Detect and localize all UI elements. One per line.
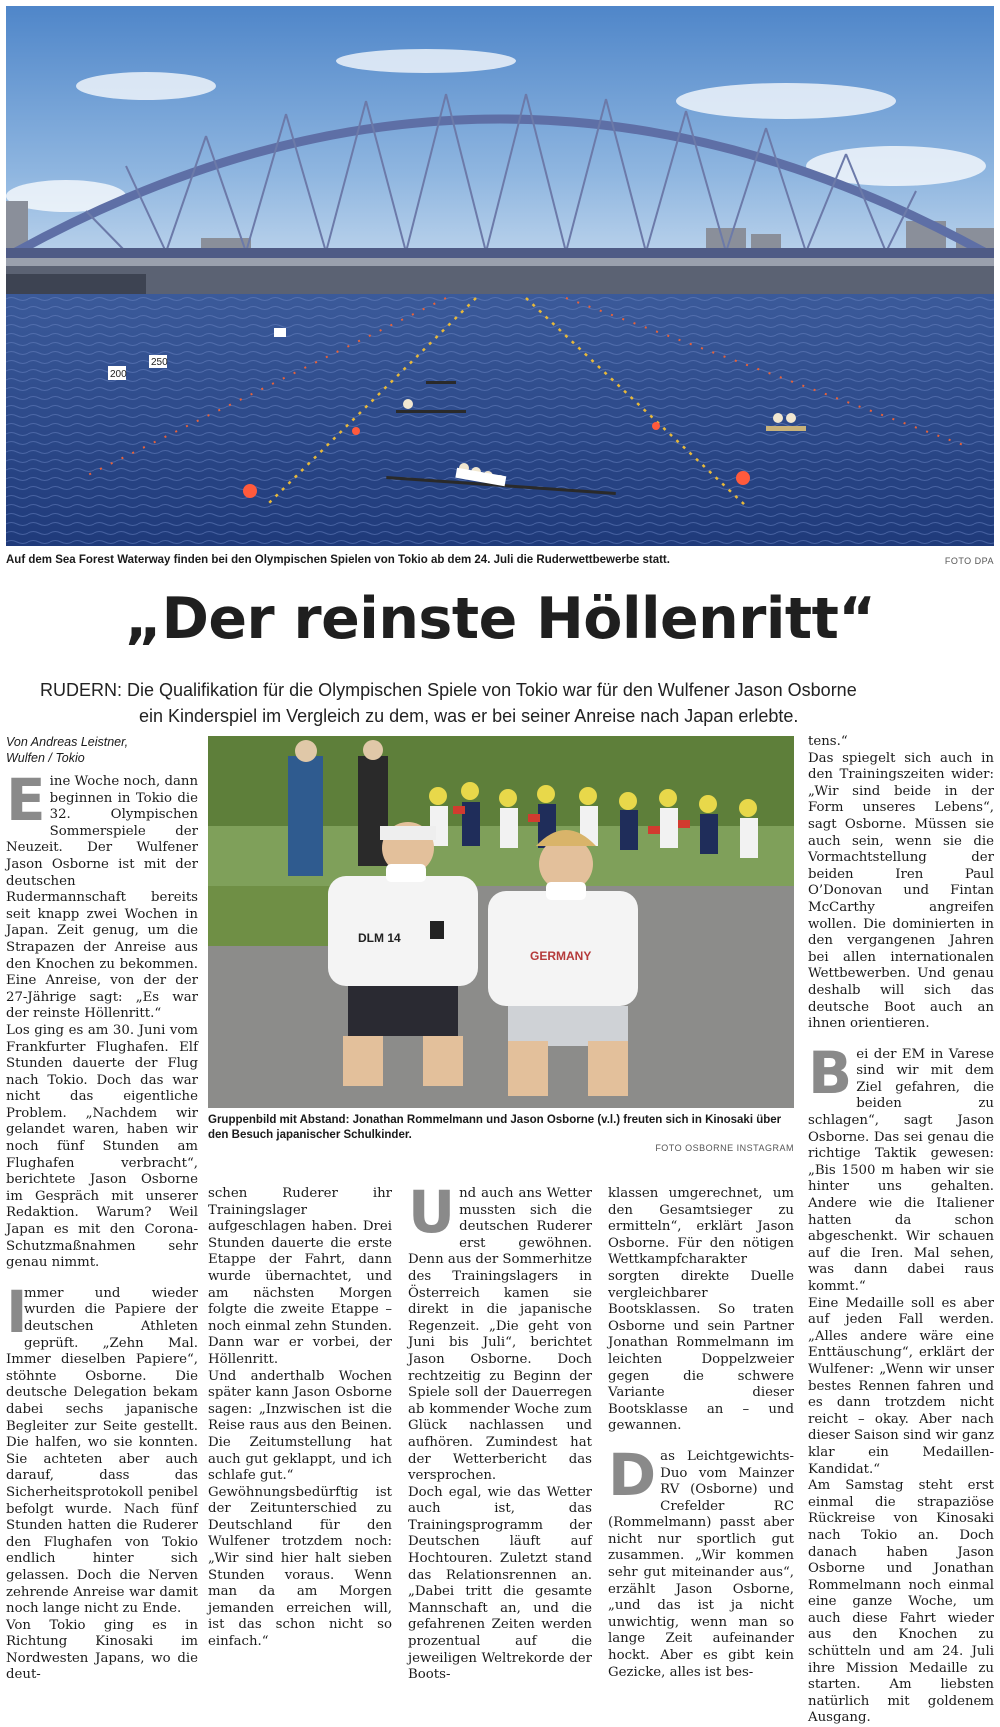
article-column-4: [608, 1186, 794, 1681]
paragraph: Gewöhnungsbedürftig ist der Zeitunterschied zu Deutschland für den Wulfener trotzdem noch: „Wir sind hier halt sieben Stunden voraus. Wenn man da am Morgen jemanden erreichen will, ist das schon nicht so einfach.“: [208, 1484, 392, 1650]
paragraph: Das Leichtgewichts-Duo vom Mainzer RV (Osborne) und Crefelder RC (Rommelmann) passt aber nicht nur sportlich gut zusammen. „Wir kommen sehr gut miteinander aus“, erzählt Jason Osborne, „und das ist ja nicht unwichtig, wenn man so lange Zeit aufeinander hockt. Aber es gibt kein Gezicke, alles ist bes-: [608, 1440, 794, 1680]
deck: [40, 677, 980, 729]
paragraph: klassen umgerechnet, um den Gesamtsieger zu ermitteln“, erklärt Jason Osborne. Für den nötigen Wettkampfcharakter sorgten direkte Duelle vergleichbarer Bootsklassen. So traten Osborne und sein Partner Jonathan Rommelmann im leichten Doppelzweier gegen die schwere Variante dieser Bootsklasse an – und gewannen.: [608, 1186, 794, 1434]
hero-photo: [6, 6, 994, 546]
article-column-3: [408, 1178, 592, 1684]
group-photo: [208, 736, 794, 1108]
shirt-text-right: GERMANY: [530, 949, 592, 963]
deck-line-2: ein Kinderspiel im Vergleich zu dem, was er bei seiner Anreise nach Japan erlebte.: [139, 706, 799, 726]
sign-200: 200: [110, 369, 127, 380]
drop-cap: U: [408, 1178, 456, 1246]
paragraph: tens.“: [808, 734, 848, 749]
paragraph: I mmer und wieder wurden die Papiere der deutschen Athleten geprüft. „Zehn Mal. Immer dieselben Papiere“, stöhnte Osborne. Die deutsche Delegation bekam dabei sechs japanische Begleiter zur Seite gestellt. Die halfen, wo sie konnten. Sie achteten aber auch darauf, dass das Sicherheitsprotokoll penibel befolgt wurde. Nach fünf Stunden hatten die Ruderer den Flughafen von Tokio endlich hinter sich gelassen. Doch die Nerven zehrende Anreise war damit noch lange nicht zu Ende.: [6, 1277, 198, 1617]
paragraph: Das spiegelt sich auch in den Trainingszeiten wider: „Wir sind beide in der Form unseres Lebens“, sagt Osborne. Müssen sie auch sein, wenn sie die Vormachtstellung der beiden Iren Paul O’Donovan und Fintan McCarthy angreifen wollen. Die dominierten in den vergangenen Jahren bei allen internationalen Wettbewerben. Und genau deshalb will sich das deutsche Boot auch an ihnen orientieren.: [808, 750, 994, 1032]
headline: „Der reinste Höllenritt“: [124, 586, 876, 652]
shirt-text-left: DLM 14: [358, 931, 401, 945]
paragraph: Von Tokio ging es in Richtung Kinosaki im Nordwesten Japans, wo die deut-: [6, 1617, 198, 1683]
paragraph: schen Ruderer ihr Trainingslager aufgeschlagen haben. Drei Stunden dauerte die erste Etappe der Fahrt, dann wurde übernachtet, und am nächsten Morgen folgte die zweite Etappe – noch einmal zehn Stunden. Dann war er vorbei, der Höllenritt.: [208, 1186, 392, 1367]
paragraph: Doch egal, wie das Wetter auch ist, das Trainingsprogramm der Deutschen läuft auf Hochtouren. Zuletzt stand das Relationsrennen an. „Dabei tritt die gesamte Mannschaft an, und die gefahrenen Zeiten werden prozentual auf die jeweiligen Weltrekorde der Boots-: [408, 1484, 592, 1683]
drop-cap: E: [6, 766, 46, 834]
drop-cap: D: [608, 1440, 657, 1509]
group-photo-credit: FOTO OSBORNE INSTAGRAM: [655, 1143, 794, 1153]
byline-place: Wulfen / Tokio: [6, 751, 85, 765]
hero-caption-row: [6, 554, 994, 572]
drop-cap: B: [808, 1038, 853, 1107]
article-column-2: [208, 1186, 392, 1651]
paragraph: Eine Medaille soll es aber auf jeden Fall werden. „Alles andere wäre eine Enttäuschung“, erklärt der Wulfener: „Wenn wir unser bestes Rennen fahren und es dann trotzdem nicht reicht – okay. Aber nach dieser Saison sind wir ganz klar ein Medaillen-Kandidat.“: [808, 1295, 994, 1477]
paragraph: Eine Woche noch, dann beginnen in Tokio die 32. Olympischen Sommerspiele der Neuzeit. Der Wulfener Jason Osborne ist mit der deutschen Rudermannschaft bereits seit knapp zwei Wochen in Japan. Zeit genug, um die Strapazen der Anreise aus den Knochen zu bekommen. Eine Anreise, von der der 27-Jährige sagt: „Es war der reinste Höllenritt.“: [6, 766, 199, 1022]
hero-credit: FOTO DPA: [944, 556, 994, 566]
paragraph: Bei der EM in Varese sind wir mit dem Ziel gefahren, die beiden zu schlagen“, sagt Jason Osborne. Das sei genau die richtige Taktik gewesen: „Bis 1500 m haben wir sie hinter uns gehalten. Andere wie die Italiener hatten da schon abgeschenkt. Wir schauen auf die Iren. Mal sehen, was dann dabei raus kommt.“: [808, 1038, 994, 1294]
paragraph: Los ging es am 30. Juni vom Frankfurter Flughafen. Elf Stunden dauerte der Flug nach Tokio. Doch das war nicht das eigentliche Problem. „Nachdem wir gelandet waren, haben wir noch fünf Stunden am Flughafen verbracht“, berichtete Jason Osborne im Gespräch mit unserer Redaktion. Warum? Weil Japan es mit den Corona-Schutzmaßnahmen sehr genau nimmt.: [6, 1022, 198, 1271]
byline: [6, 734, 198, 766]
drop-cap: I: [6, 1277, 28, 1346]
deck-line-1: RUDERN: Die Qualifikation für die Olympischen Spiele von Tokio war für den Wulfener Jason Osborne: [40, 680, 857, 700]
paragraph: Und auch ans Wetter mussten sich die deutschen Ruderer erst gewöhnen. Denn aus der Sommerhitze des Trainingslagers in Österreich kamen sie direkt in die japanische Regenzeit. „Die geht von Juni bis Juli“, berichtet Jason Osborne. Doch rechtzeitig zu Beginn der Spiele soll der Dauerregen ab kommender Woche zum Glück nachlassen und aufhören. Zumindest hat der Wetterbericht das versprochen.: [408, 1178, 592, 1484]
sign-250: 250: [151, 357, 168, 368]
hero-caption: Auf dem Sea Forest Waterway finden bei den Olympischen Spielen von Tokio ab dem 24. Juli die Ruderwettbewerbe statt.: [6, 554, 670, 566]
paragraph: Und anderthalb Wochen später kann Jason Osborne sagen: „Inzwischen ist die Reise raus aus den Beinen. Die Zeitumstellung hat auch gut geklappt, und ich schlafe gut.“: [208, 1368, 392, 1484]
paragraph: Am Samstag steht erst einmal die strapaziöse Rückreise von Kinosaki nach Tokio an. Doch danach haben Jason Osborne und Jonathan Rommelmann noch einmal eine ganze Woche, um auch diese Fahrt wieder aus den Knochen zu schütteln und am 24. Juli ihre Mission Medaille zu starten. Am liebsten natürlich mit goldenem Ausgang.: [808, 1478, 994, 1726]
article-column-1: [6, 734, 198, 1684]
group-photo-caption: Gruppenbild mit Abstand: Jonathan Rommelmann und Jason Osborne (v.l.) freuten sich in Kinosaki über den Besuch japanischer Schulkinder.: [208, 1114, 782, 1141]
byline-author: Von Andreas Leistner,: [6, 735, 129, 749]
article-column-5: [808, 734, 994, 1727]
